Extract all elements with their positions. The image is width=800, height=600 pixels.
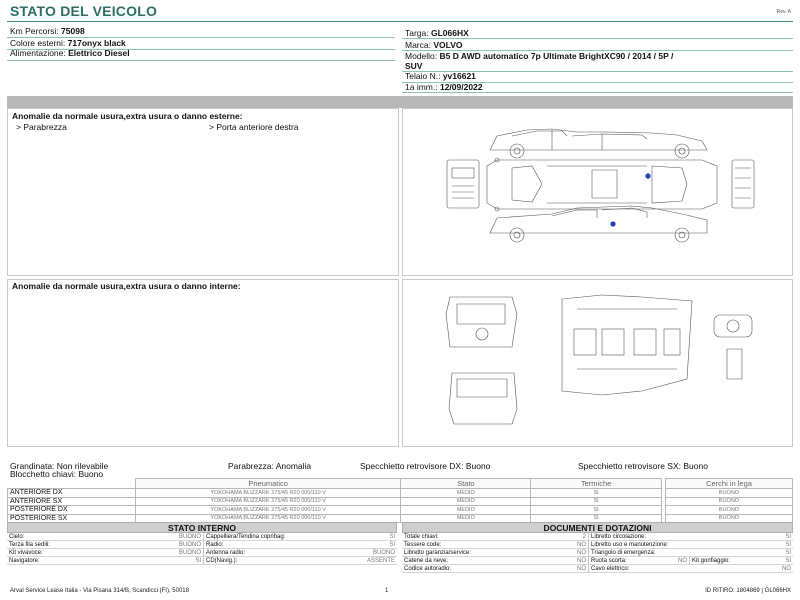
list-item: Ruota scorta: NO (591, 558, 687, 564)
hail-status: Grandinata: Non rilevabile (10, 461, 109, 471)
list-item: Codice autoradio: NO (404, 566, 586, 572)
model-row: Modello: B5 D AWD automatico 7p Ultimate BrightXC90 / 2014 / 5P / (405, 51, 674, 61)
internal-damage-title: Anomalie da normale usura,extra usura o danno interne: (12, 281, 241, 291)
revision-label: Rev. A (776, 9, 791, 15)
section-divider-bar (7, 96, 793, 108)
damage-marker-windshield (645, 173, 650, 178)
external-damage-title: Anomalie da normale usura,extra usura o danno esterne: (12, 111, 243, 121)
tyres-header-state: Stato (401, 479, 531, 489)
fuel-row: Alimentazione: Elettrico Diesel (10, 48, 130, 58)
documents-title: DOCUMENTI E DOTAZIONI (402, 522, 793, 533)
external-damage-panel (7, 108, 399, 276)
internal-state-title: STATO INTERNO (7, 522, 397, 533)
tyres-header-rims: Cerchi in lega (666, 479, 793, 489)
table-row: POSTERIORE SX YOKOHAMA BLIZZARK 275/45 R20 000/110 V MEDIO SI (8, 514, 662, 523)
tyres-header-winter: Termiche (531, 479, 662, 489)
right-mirror-status: Specchietto retrovisore DX: Buono (360, 461, 491, 471)
list-item: Navigatore: SI (9, 558, 201, 564)
external-damage-item: > Parabrezza (16, 122, 67, 132)
list-item: Kit gonfiaggio: SI (692, 558, 791, 564)
table-row: ANTERIORE DX YOKOHAMA BLIZZARK 275/45 R20 000/110 V MEDIO SI (8, 489, 662, 498)
internal-damage-panel (7, 279, 399, 447)
brand-row: Marca: VOLVO (405, 40, 463, 50)
table-row: BUONO (666, 489, 793, 498)
car-side-view-bottom (490, 206, 707, 242)
table-row: BUONO (666, 514, 793, 523)
list-item: Totale chiavi: 2 (404, 534, 586, 540)
table-row: BUONO (666, 497, 793, 506)
footer-company: Arval Service Lease Italia - Via Pisana 314/B, Scandicci (FI), 50018 (10, 588, 189, 594)
list-item: Radio: SI (206, 542, 395, 548)
interior-cabin-plan (562, 295, 692, 395)
list-item: Tessere code: NO (404, 542, 586, 548)
list-item: Cavo elettrico: NO (591, 566, 791, 572)
registration-row: 1a imm.: 12/09/2022 (405, 82, 483, 92)
page-title: STATO DEL VEICOLO (10, 3, 158, 19)
chassis-row: Telaio N.: yv16621 (405, 71, 476, 81)
list-item: Libretto circolazione: SI (591, 534, 791, 540)
damage-marker-front-right-door (610, 221, 615, 226)
list-item: CD(Navig.): ASSENTE (206, 558, 395, 564)
car-rear-view (732, 160, 754, 208)
windshield-status: Parabrezza: Anomalia (228, 461, 312, 471)
model-row-cont: SUV (405, 61, 423, 71)
title-rule (7, 21, 793, 22)
car-exterior-diagram (402, 108, 793, 276)
footer-page-number: 1 (385, 588, 389, 594)
car-interior-diagram (402, 279, 793, 447)
interior-dashboard-view (446, 297, 517, 347)
interior-trunk-view (449, 373, 517, 424)
plate-row: Targa: GL066HX (405, 28, 469, 38)
color-row: Colore esterni: 717onyx black (10, 38, 126, 48)
table-row: BUONO (666, 506, 793, 515)
list-item: Catene da neve: NO (404, 558, 586, 564)
tyres-header-tyre: Pneumatico (135, 479, 401, 489)
list-item: Cielo: BUONO (9, 534, 201, 540)
external-damage-item: > Porta anteriore destra (209, 122, 299, 132)
car-side-view-top (490, 129, 707, 158)
list-item: Cappelliera/Tendina copribag: SI (206, 534, 395, 540)
list-item: Libretto garanzia/service: NO (404, 550, 586, 556)
tyres-header-row (8, 479, 662, 489)
tyres-table (7, 478, 662, 523)
key-block-status: Blocchetto chiavi: Buono (10, 469, 104, 479)
list-item: Terza fila sedili: BUONO (9, 542, 201, 548)
left-mirror-status: Specchietto retrovisore SX: Buono (578, 461, 708, 471)
footer-pickup-id: ID RITIRO: 1804869 | GL066HX (705, 588, 791, 594)
list-item: Kit vivavoce: BUONO (9, 550, 201, 556)
table-row: POSTERIORE DX YOKOHAMA BLIZZARK 275/45 R20 000/110 V MEDIO SI (8, 506, 662, 515)
interior-steering-view (714, 315, 752, 379)
car-front-view (447, 160, 479, 208)
list-item: Triangolo di emergenza: SI (591, 550, 791, 556)
km-row: Km Percorsi: 75098 (10, 26, 85, 36)
car-plan-view (487, 158, 717, 211)
list-item: Antenna radio: BUONO (206, 550, 395, 556)
list-item: Libretto uso e manutenzione: SI (591, 542, 791, 548)
table-row: ANTERIORE SX YOKOHAMA BLIZZARK 275/45 R20 000/110 V MEDIO SI (8, 497, 662, 506)
rims-table (665, 478, 793, 523)
